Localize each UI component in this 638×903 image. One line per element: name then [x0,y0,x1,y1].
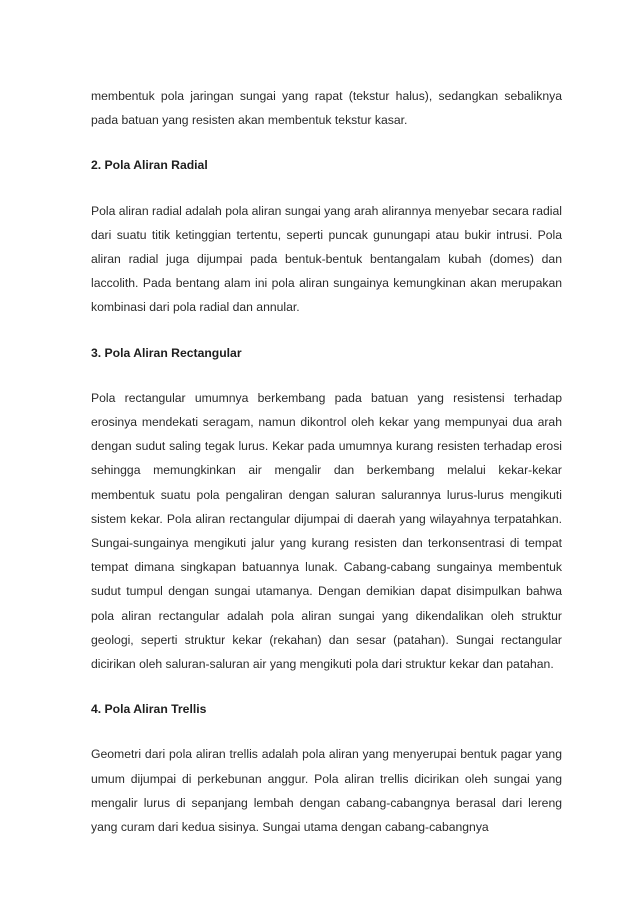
section-heading-radial: 2. Pola Aliran Radial [91,158,208,173]
section-paragraph-trellis: Geometri dari pola aliran trellis adalah pola aliran yang menyerupai bentuk pagar yang umum dijumpai di perkebunan anggur. Pola aliran trellis dicirikan oleh sungai yang mengalir lurus di sepanjang lembah dengan cabang-cabangnya berasal dari lereng yang curam dari kedua sisinya. Sungai utama dengan cabang-cabangnya [91,747,562,835]
spacer [91,721,562,742]
section-paragraph-rectangular: Pola rectangular umumnya berkembang pada batuan yang resistensi terhadap erosinya mendekati seragam, namun dikontrol oleh kekar yang mempunyai dua arah dengan sudut saling tegak lurus. Kekar pada umumnya kurang resisten terhadap erosi sehingga memungkinkan air mengalir dan berkembang melalui kekar-kekar membentuk suatu pola pengaliran dengan saluran salurannya lurus-lurus mengikuti sistem kekar. Pola aliran rectangular dijumpai di daerah yang wilayahnya terpatahkan. Sungai-sungainya mengikuti jalur yang kurang resisten dan terkonsentrasi di tempat tempat dimana singkapan batuannya lunak. Cabang-cabang sungainya membentuk sudut tumpul dengan sungai utamanya. Dengan demikian dapat disimpulkan bahwa pola aliran rectangular adalah pola aliran sungai yang dikendalikan oleh struktur geologi, seperti struktur kekar (rekahan) dan sesar (patahan). Sungai rectangular dicirikan oleh saluran-saluran air yang mengikuti pola dari struktur kekar dan patahan. [91,390,562,672]
document-page [91,84,562,839]
section-radial [91,153,562,340]
spacer [91,132,562,153]
section-paragraph-radial: Pola aliran radial adalah pola aliran sungai yang arah alirannya menyebar secara radial dari suatu titik ketinggian tertentu, seperti puncak gunungapi atau bukir intrusi. Pola aliran radial juga dijumpai pada bentuk-bentuk bentangalam kubah (domes) dan laccolith. Pada bentang alam ini pola aliran sungainya kemungkinan akan merupakan kombinasi dari pola radial dan annular. [91,203,562,315]
section-heading-trellis: 4. Pola Aliran Trellis [91,702,207,717]
spacer [91,676,562,697]
section-heading-rectangular: 3. Pola Aliran Rectangular [91,345,242,360]
spacer [91,320,562,341]
intro-paragraph: membentuk pola jaringan sungai yang rapat (tekstur halus), sedangkan sebaliknya pada batuan yang resisten akan membentuk tekstur kasar. [91,89,562,128]
section-rectangular [91,341,562,698]
spacer [91,365,562,386]
spacer [91,178,562,199]
section-trellis [91,697,562,839]
